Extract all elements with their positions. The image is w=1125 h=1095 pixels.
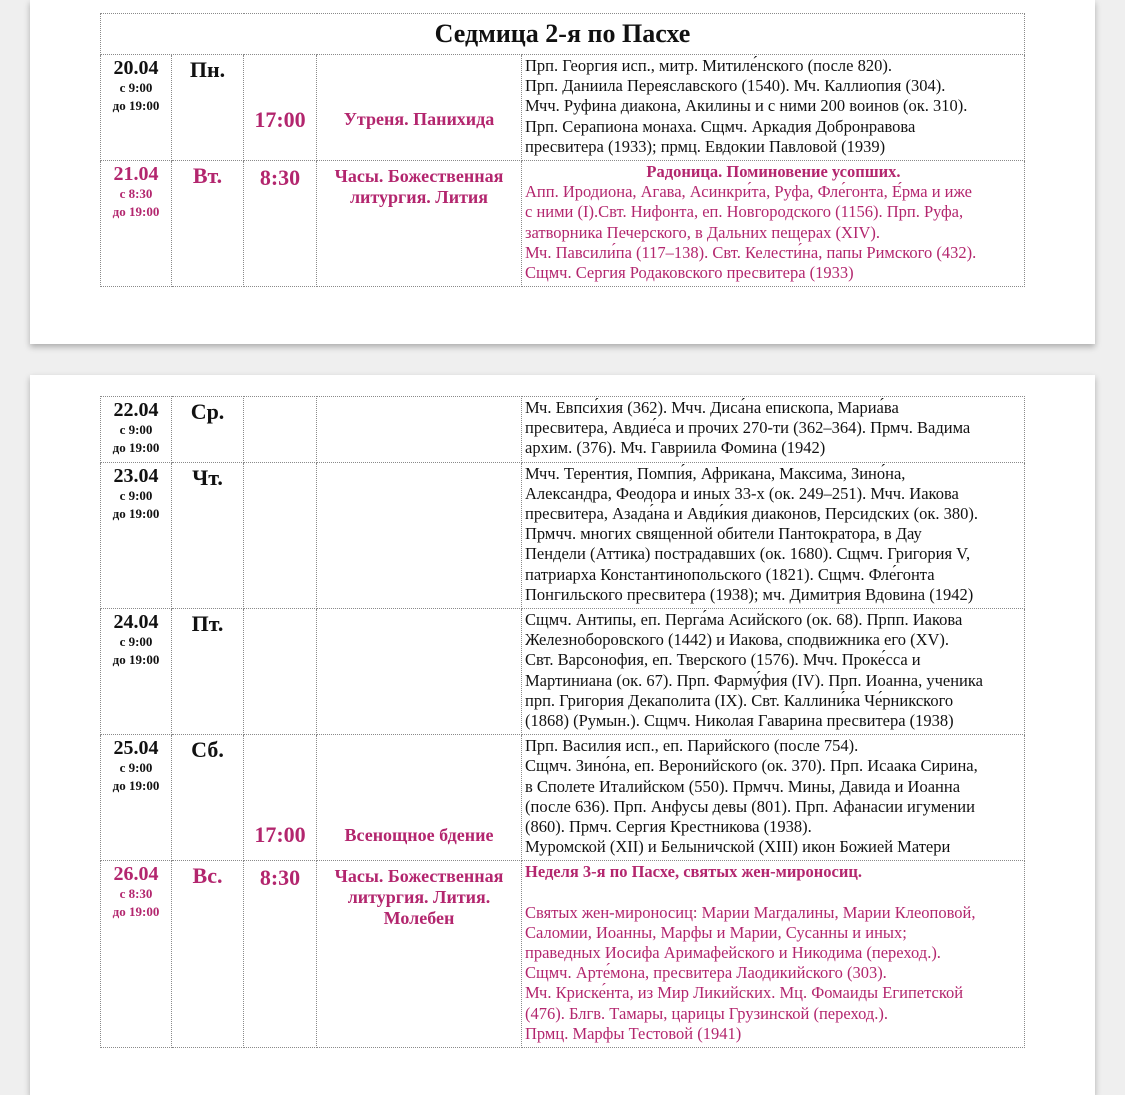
hours-to: до 19:00 [112,440,160,455]
saints-line: Сщмч. Арте́мона, пресвитера Лаодикийского (303). [525,963,887,983]
service-name-empty [317,397,522,463]
saints-line: в Сполете Италийском (550). Прмчч. Мины, Давида и Иоанна [525,776,961,796]
saints-line: праведных Иосифа Аримафейского и Никодима (переход.). [525,943,941,963]
hours-to: до 19:00 [112,652,160,668]
service-name [317,861,522,1048]
saints-line: Прп. Георгия исп., митр. Митиле́нского (после 820). [525,56,892,75]
day-date: 24.04 [113,611,159,634]
date-cell [101,462,172,608]
saints-list [522,55,1025,161]
day-row-23-04 [101,462,1025,608]
weekday: Пт. [172,609,244,735]
feast-heading: Радоница. Поминовение усопших. [646,162,901,182]
document-page-2 [30,375,1095,1095]
saints-list [522,462,1025,608]
saints-line: пресвитера (1933); прмц. Евдокии Павловой (1939) [525,136,886,156]
day-row-21-04 [101,161,1025,287]
date-cell [101,861,172,1048]
service-line: Молебен [383,908,455,929]
day-date: 22.04 [113,399,159,421]
day-row-25-04 [101,735,1025,861]
saints-line: Александра, Феодора и иных 33-х (ок. 249–251). Мчч. Иакова [525,483,959,503]
weekday: Пн. [172,55,244,161]
hours-to: до 19:00 [112,505,160,521]
day-date: 23.04 [113,464,159,487]
day-row-20-04 [101,55,1025,161]
hours-to: до 19:00 [112,904,160,920]
saints-list [522,861,1025,1048]
day-date: 21.04 [113,163,159,186]
date-cell [101,161,172,287]
date-cell [101,609,172,735]
saints-line: пресвитера, Азада́на и Авди́кия диаконов, Персидских (ок. 380). [525,504,978,524]
day-row-26-04 [101,861,1025,1048]
saints-line: Прмц. Марфы Тестовой (1941) [525,1023,742,1043]
day-row-22-04 [101,397,1025,463]
saints-line: Мчч. Терентия, Помпи́я, Африкана, Максима, Зино́на, [525,463,906,483]
saints-line: Сщмч. Зино́на, еп. Веронийского (ок. 370). Прп. Исаака Сирина, [525,756,978,776]
saints-line: Прп. Серапиона монаха. Сщмч. Аркадия Добронравова [525,116,916,136]
saints-line: пресвитера, Авдие́са и прочих 270-ти (362–364). Прмч. Вадима [525,418,971,438]
saints-line: Святых жен-мироносиц: Марии Магдалины, Марии Клеоповой, [525,902,976,922]
date-cell [101,397,172,463]
service-name [317,161,522,287]
week-title-row [101,14,1025,55]
service-time-empty [244,462,317,608]
saints-line: Мартиниана (ок. 67). Прп. Фарму́фия (IV). Прп. Иоанна, ученика [525,670,983,690]
saints-line: Пендели (Аттика) пострадавших (ок. 1680). Сщмч. Григория V, [525,544,971,564]
day-date: 25.04 [113,737,159,760]
service-name: Утреня. Панихида [317,55,522,161]
saints-line: Сщмч. Сергия Родаковского пресвитера (1933) [525,263,854,283]
saints-line: (после 636). Прп. Анфусы девы (801). Прп. Афанасии игумении [525,796,975,816]
saints-line: (860). Прмч. Сергия Крестникова (1938). [525,817,812,837]
hours-from: с 9:00 [119,487,153,503]
day-date: 20.04 [113,57,159,79]
service-time: 8:30 [244,861,317,1048]
date-cell [101,735,172,861]
service-time-empty [244,609,317,735]
document-page-1 [30,0,1095,344]
feast-heading: Неделя 3-я по Пасхе, святых жен-мироносиц. [525,862,862,882]
saints-line: патриарха Константинопольского (1821). Сщмч. Фле́гонта [525,564,935,584]
saints-line: Сщмч. Антипы, еп. Перга́ма Асийского (ок. 68). Прпп. Иакова [525,610,963,630]
date-cell [101,55,172,161]
day-row-24-04 [101,609,1025,735]
service-name: Всенощное бдение [317,735,522,861]
schedule-table-1 [100,13,1025,287]
saints-list [522,609,1025,735]
saints-list [522,735,1025,861]
service-time: 17:00 [244,55,317,161]
hours-from: с 9:00 [119,80,153,95]
service-line: Часы. Божественная [334,166,504,187]
saints-line: Прмчч. многих священной обители Пантократора, в Дау [525,524,922,544]
weekday: Вс. [172,861,244,1048]
day-date: 26.04 [113,863,159,886]
service-line: Часы. Божественная [334,866,504,887]
service-time: 17:00 [244,735,317,861]
saints-line: с ними (I).Свт. Нифонта, еп. Новгородского (1156). Прп. Руфа, [525,202,964,222]
hours-from: с 9:00 [119,634,153,650]
service-line: литургия. Лития. [347,887,491,908]
hours-to: до 19:00 [112,778,160,794]
service-name-empty [317,609,522,735]
weekday: Сб. [172,735,244,861]
saints-line: Апп. Иродиона, Агава, Асинкри́та, Руфа, Фле́гонта, Е́рма и иже [525,182,972,202]
hours-from: с 8:30 [119,186,153,202]
saints-line: архим. (376). Мч. Гавриила Фомина (1942) [525,438,826,458]
saints-line: Прп. Даниила Переяславского (1540). Мч. Каллиопия (304). [525,76,946,96]
service-name-empty [317,462,522,608]
saints-line: прп. Григория Декаполита (IX). Свт. Каллини́ка Че́рникского [525,690,954,710]
saints-line: Мч. Евпси́хия (362). Мчч. Диса́на епископа, Мариа́ва [525,398,899,417]
saints-line: Мч. Криске́нта, из Мир Ликийских. Мц. Фомаиды Египетской [525,983,964,1003]
week-title: Седмица 2-я по Пасхе [101,14,1025,55]
hours-to: до 19:00 [112,98,160,113]
saints-line: Муромской (XII) и Белыничской (XIII) икон Божией Матери [525,837,951,857]
service-line: литургия. Лития [349,187,489,208]
weekday: Чт. [172,462,244,608]
schedule-table-2 [100,396,1025,1048]
service-time-empty [244,397,317,463]
saints-line: Понгильского пресвитера (1938); мч. Димитрия Вдовина (1942) [525,584,974,604]
saints-list [522,161,1025,287]
saints-line: Прп. Василия исп., еп. Парийского (после 754). [525,736,859,756]
hours-from: с 9:00 [119,422,153,437]
saints-line: Мчч. Руфина диакона, Акилины и с ними 200 воинов (ок. 310). [525,96,968,116]
hours-to: до 19:00 [112,204,160,220]
saints-list [522,397,1025,463]
spacer [525,883,1022,903]
saints-line: затворника Печерского, в Дальних пещерах (XIV). [525,222,880,242]
weekday: Вт. [172,161,244,287]
saints-line: (1868) (Румын.). Сщмч. Николая Гаварина пресвитера (1938) [525,711,954,731]
saints-line: Свт. Варсонофия, еп. Тверского (1576). Мчч. Проке́сса и [525,650,921,670]
saints-line: Саломии, Иоанны, Марфы и Марии, Сусанны и иных; [525,922,907,942]
hours-from: с 9:00 [119,760,153,776]
saints-line: (476). Блгв. Тамары, царицы Грузинской (переход.). [525,1003,888,1023]
hours-from: с 8:30 [119,886,153,902]
weekday: Ср. [172,397,244,463]
service-time: 8:30 [244,161,317,287]
saints-line: Мч. Павсили́па (117–138). Свт. Келести́на, папы Римского (432). [525,242,977,262]
saints-line: Железноборовского (1442) и Иакова, сподвижника его (XV). [525,630,950,650]
